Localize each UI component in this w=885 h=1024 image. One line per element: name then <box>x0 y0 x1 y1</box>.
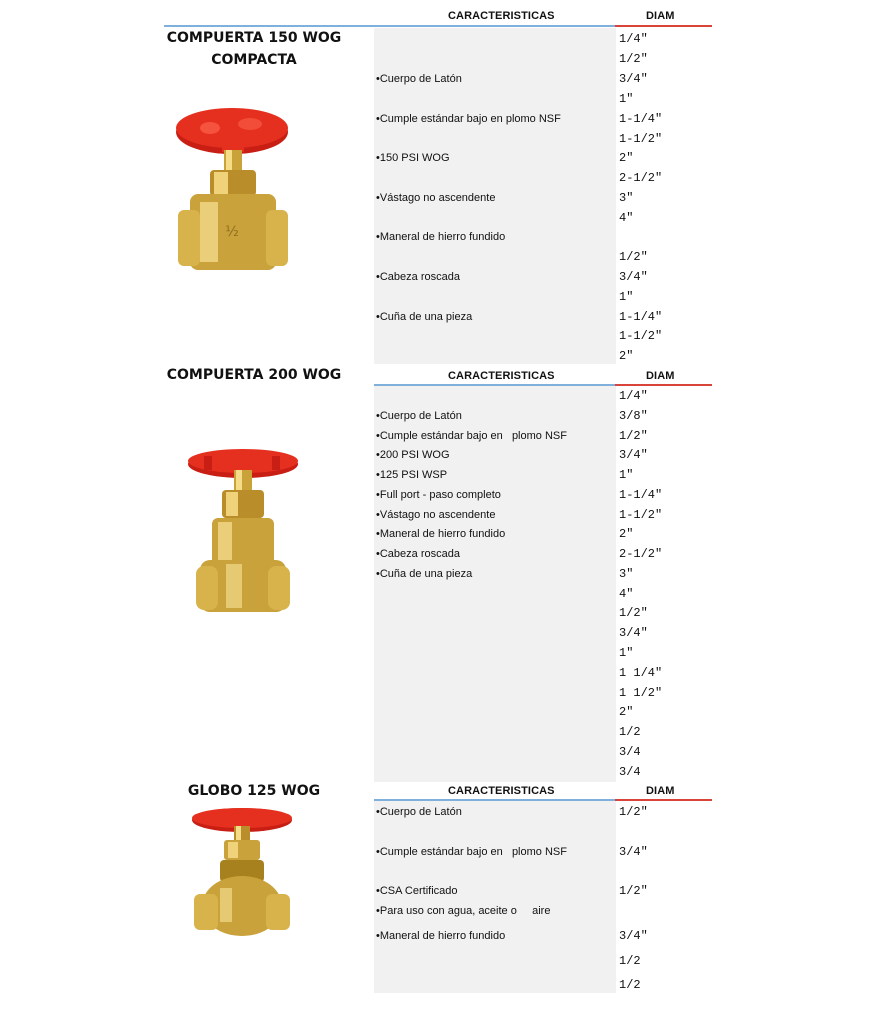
svg-text:½: ½ <box>225 224 239 240</box>
diam-value: 1 1/4" <box>619 666 663 680</box>
diam-value: 1/2 <box>619 725 641 739</box>
diam-value: 3/8" <box>619 409 648 423</box>
feature-item: • Cuerpo de Latón <box>376 409 462 423</box>
diam-value: 1/2" <box>619 805 648 819</box>
diam-value: 3/4" <box>619 929 648 943</box>
header-divider-red <box>615 25 712 27</box>
feature-item: • Cumple estándar bajo en plomo NSF <box>376 845 567 859</box>
gate-valve-image <box>170 106 295 276</box>
diam-value: 1" <box>619 290 634 304</box>
product-title <box>164 27 344 71</box>
diam-header: DIAM <box>646 370 675 382</box>
feature-item: • Maneral de hierro fundido <box>376 929 505 943</box>
feature-item: • Cabeza roscada <box>376 547 460 561</box>
diam-value: 1-1/2" <box>619 508 663 522</box>
diam-value: 3/4 <box>619 765 641 779</box>
diam-value: 1-1/4" <box>619 310 663 324</box>
product-title-line: COMPUERTA 200 WOG <box>166 367 342 383</box>
diam-value: 3/4 <box>619 745 641 759</box>
feature-item: • Para uso con agua, aceite o aire <box>376 904 550 918</box>
diam-value: 1 1/2" <box>619 686 663 700</box>
feature-item: • Cuerpo de Latón <box>376 805 462 819</box>
feature-item: • Cumple estándar bajo en plomo NSF <box>376 429 567 443</box>
diam-value: 4" <box>619 211 634 225</box>
feature-item: • CSA Certificado <box>376 884 458 898</box>
feature-item: • Full port - paso completo <box>376 488 501 502</box>
product-title-text <box>164 27 344 71</box>
product-title <box>164 364 344 386</box>
diam-value: 1/2" <box>619 884 648 898</box>
feature-item: • Maneral de hierro fundido <box>376 527 505 541</box>
diam-value: 3/4" <box>619 270 648 284</box>
feature-item: • 200 PSI WOG <box>376 448 450 462</box>
product-title-line: COMPUERTA 150 WOG <box>166 30 342 46</box>
diam-value: 2" <box>619 349 634 363</box>
diam-value: 1-1/4" <box>619 112 663 126</box>
product-title <box>164 780 344 802</box>
diam-value: 1" <box>619 468 634 482</box>
diam-header: DIAM <box>646 10 675 22</box>
feature-item: • Cumple estándar bajo en plomo NSF <box>376 112 561 126</box>
diam-value: 3/4" <box>619 448 648 462</box>
diam-value: 1/4" <box>619 389 648 403</box>
diam-value: 1" <box>619 92 634 106</box>
gate-valve-image <box>184 444 302 616</box>
header-divider-red <box>615 384 712 386</box>
product-title-text <box>164 780 344 802</box>
product-title-text <box>164 364 344 386</box>
diam-value: 1/2" <box>619 52 648 66</box>
diam-value: 2" <box>619 151 634 165</box>
diam-value: 3" <box>619 191 634 205</box>
diam-value: 4" <box>619 587 634 601</box>
diam-value: 1-1/4" <box>619 488 663 502</box>
feature-item: • Cabeza roscada <box>376 270 460 284</box>
diam-value: 2" <box>619 527 634 541</box>
globe-valve-image <box>190 806 294 942</box>
feature-item: • Vástago no ascendente <box>376 191 495 205</box>
diam-value: 1/2" <box>619 606 648 620</box>
diam-value: 1/2 <box>619 954 641 968</box>
diam-value: 1/2" <box>619 429 648 443</box>
feature-item: • Vástago no ascendente <box>376 508 495 522</box>
diam-value: 2-1/2" <box>619 547 663 561</box>
feature-item: • Cuña de una pieza <box>376 310 472 324</box>
product-title-line: GLOBO 125 WOG <box>187 783 321 799</box>
diam-value: 1/4" <box>619 32 648 46</box>
features-header: CARACTERISTICAS <box>448 370 555 382</box>
product-title-line: COMPACTA <box>211 52 297 68</box>
diam-value: 3/4" <box>619 626 648 640</box>
feature-item: • Cuerpo de Latón <box>376 72 462 86</box>
diam-value: 1/2 <box>619 978 641 992</box>
features-header: CARACTERISTICAS <box>448 10 555 22</box>
feature-item: • 150 PSI WOG <box>376 151 450 165</box>
diam-value: 1-1/2" <box>619 329 663 343</box>
features-header: CARACTERISTICAS <box>448 785 555 797</box>
diam-value: 1/2" <box>619 250 648 264</box>
feature-item: • Maneral de hierro fundido <box>376 230 505 244</box>
diam-value: 2" <box>619 705 634 719</box>
header-divider-red <box>615 799 712 801</box>
diam-value: 3/4" <box>619 72 648 86</box>
feature-item: • 125 PSI WSP <box>376 468 447 482</box>
features-panel <box>374 386 616 782</box>
diam-header: DIAM <box>646 785 675 797</box>
diam-value: 3" <box>619 567 634 581</box>
diam-value: 1" <box>619 646 634 660</box>
diam-value: 2-1/2" <box>619 171 663 185</box>
diam-value: 1-1/2" <box>619 132 663 146</box>
diam-value: 3/4" <box>619 845 648 859</box>
feature-item: • Cuña de una pieza <box>376 567 472 581</box>
